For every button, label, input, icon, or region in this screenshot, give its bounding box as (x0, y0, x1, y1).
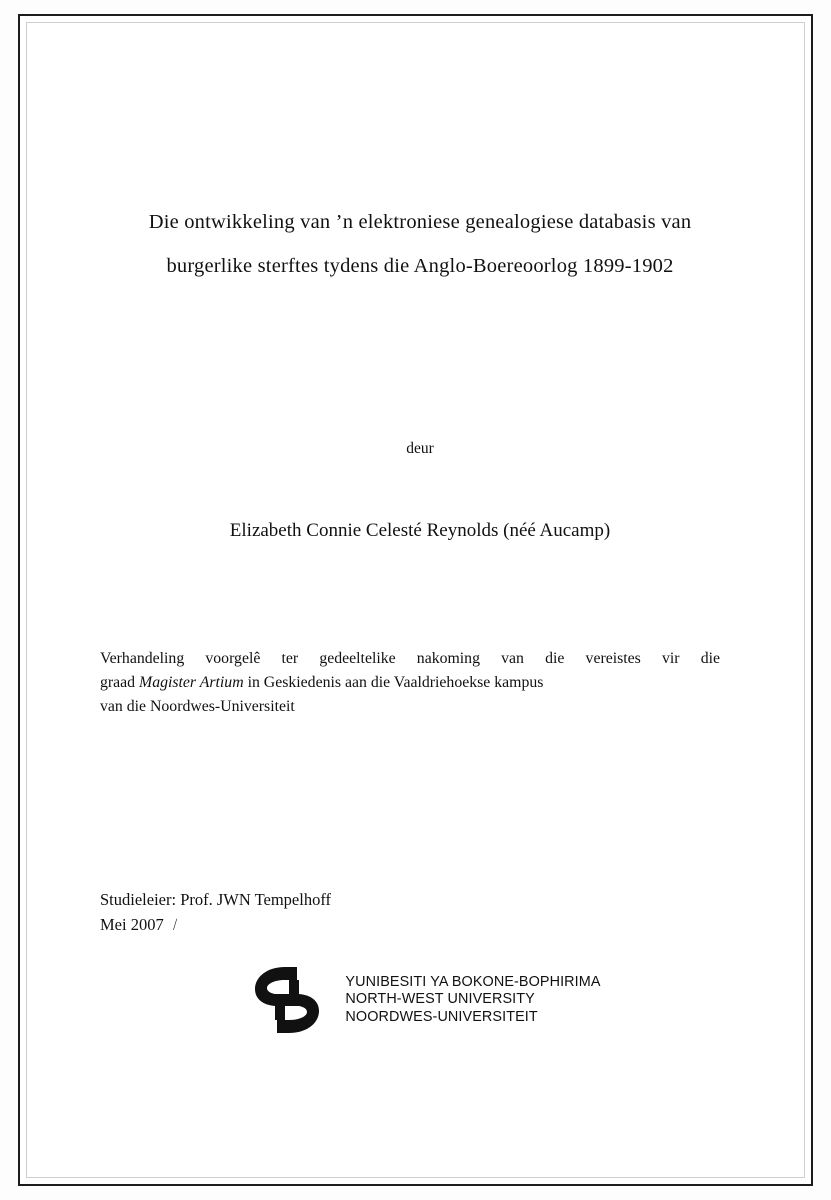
author-name: Elizabeth Connie Celesté Reynolds (néé Aucamp) (229, 520, 611, 541)
university-logo (100, 963, 740, 1037)
degree-name: Magister Artium (139, 674, 244, 691)
by-label: deur (406, 440, 434, 457)
degree-statement-line-2-pre: graad (100, 674, 140, 691)
degree-statement-line-2 (100, 671, 720, 695)
logo-text-line-2: NORTH-WEST UNIVERSITY (345, 991, 535, 1008)
degree-statement-line-1: Verhandeling voorgelê ter gedeeltelike nakoming van die vereistes vir die (100, 650, 720, 667)
date-text: Mei 2007 (100, 915, 164, 934)
degree-statement (100, 647, 720, 719)
degree-statement-line-3: van die Noordwes-Universiteit (100, 698, 295, 715)
north-west-university-logo-icon (239, 963, 335, 1037)
degree-statement-line-2-post: in Geskiedenis aan die Vaaldriehoekse kampus (243, 674, 544, 691)
logo-text-line-3: NOORDWES-UNIVERSITEIT (345, 1008, 538, 1025)
title-page-content (100, 60, 740, 1120)
thesis-title-line-2: burgerlike sterftes tydens die Anglo-Boereoorlog 1899-1902 (166, 255, 674, 277)
thesis-title-line-1: Die ontwikkeling van ’n elektroniese genealogiese databasis van (148, 211, 692, 233)
logo-text-line-1: YUNIBESITI YA BOKONE-BOPHIRIMA (345, 973, 601, 990)
university-logo-text (345, 974, 600, 1027)
supervisor-line: Studieleier: Prof. JWN Tempelhoff (100, 890, 332, 909)
date-line (100, 912, 164, 937)
supervisor-block (100, 887, 740, 937)
thesis-title (100, 200, 740, 288)
